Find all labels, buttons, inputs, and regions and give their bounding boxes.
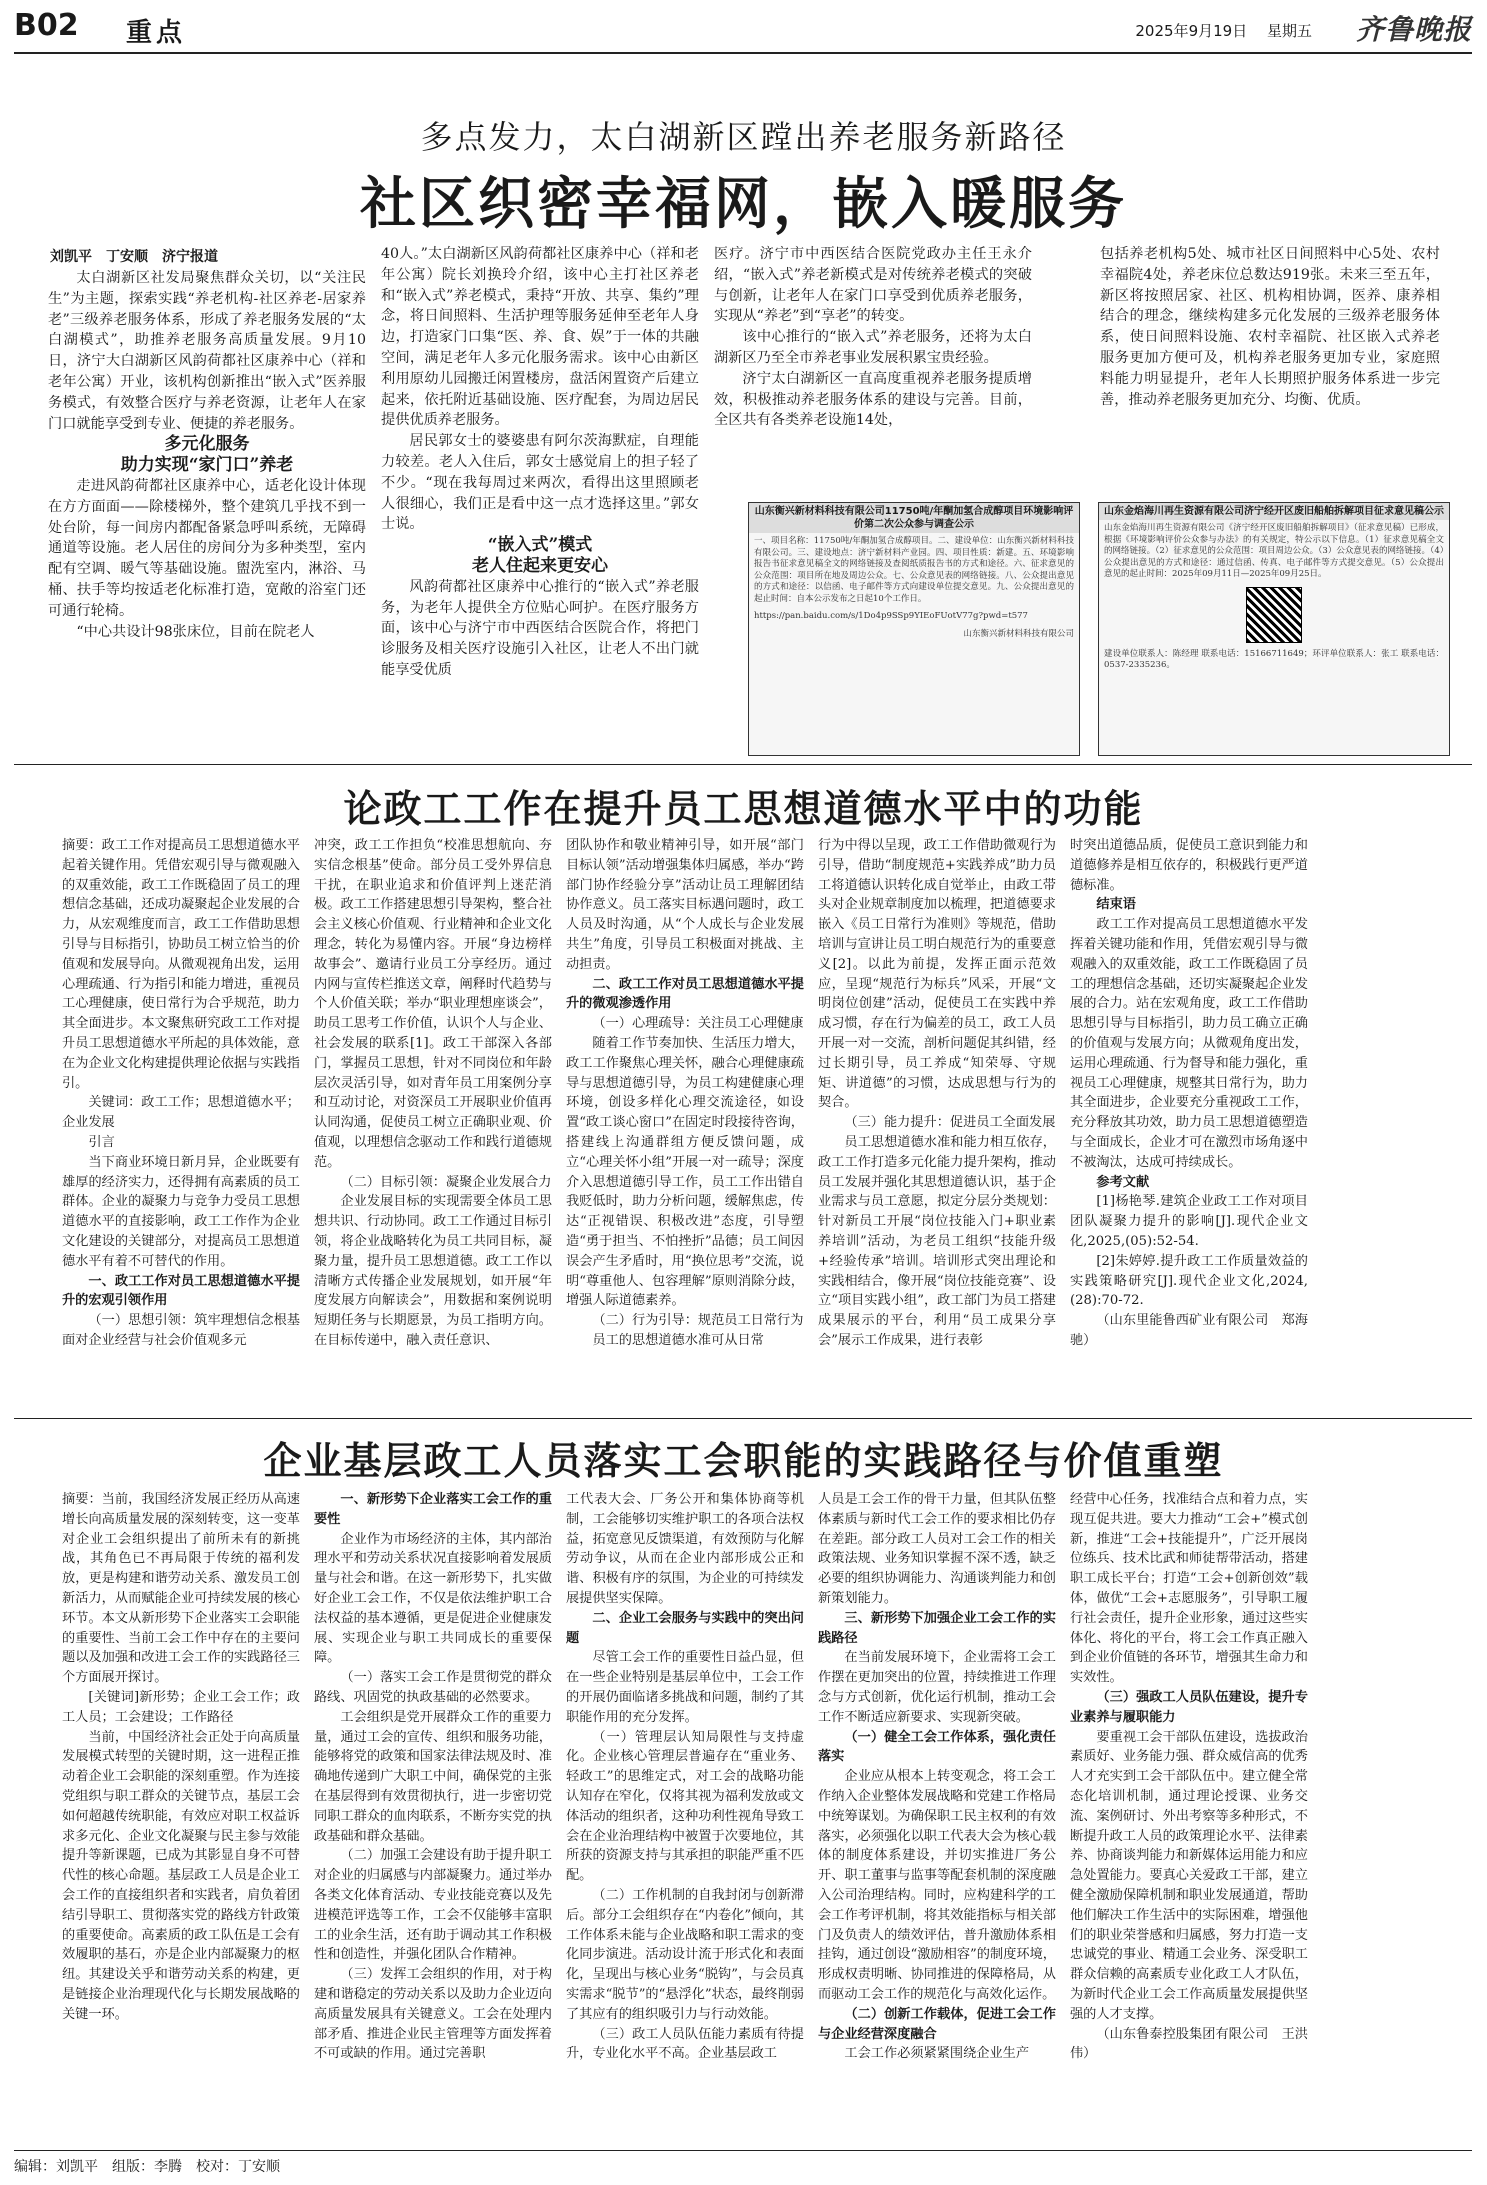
paragraph: 时突出道德品质，促使员工意识到能力和道德修养是相互依存的，积极践行更严道德标准。 xyxy=(1070,838,1308,893)
subheading: （一）健全工会工作体系，强化责任落实 xyxy=(818,1729,1056,1765)
paragraph: （一）思想引领：筑牢理想信念根基面对企业经营与社会价值观多元 xyxy=(62,1313,300,1348)
abstract: 摘要：政工工作对提高员工思想道德水平起着关键作用。凭借宏观引导与微观融入的双重效能，政工工作既稳固了员工的理想信念基础，还成功凝聚起企业发展的合力，从宏观维度而言，政工工作借助思想引导与目标指引，协助员工树立恰当的价值观和发展导向。从微观视角出发，运用心理疏通、行为指引和能力增进，重视员工心理健康，使日常行为合乎规范，助力其全面进步。本文聚焦研究政工工作对提升员工思想道德水平所起的具体效能，意在为企业文化构建提供理论依据与实践指引。 xyxy=(62,838,300,1091)
paragraph: （三）发挥工会组织的作用，对于构建和谐稳定的劳动关系以及助力企业迈向高质量发展具有关键意义。工会在处理内部矛盾、推进企业民主管理等方面发挥着不可或缺的作用。通过完善职 xyxy=(314,1967,552,2062)
masthead xyxy=(14,6,1472,50)
paragraph: 企业应从根本上转变观念，将工会工作纳入企业整体发展战略和党建工作格局中统筹谋划。为确保职工民主权利的有效落实，必须强化以职工代表大会为核心载体的制度体系建设，并切实推进厂务公开、职工董事与监事等配套机制的深度融入公司治理结构。同时，应构建科学的工会工作考评机制，将其效能指标与相关部门及负责人的绩效评估，普升激励体系相挂钩，通过创设“激励相容”的制度环境，形成权责明晰、协同推进的保障格局，从而驱动工会工作的规范化与高效化运作。 xyxy=(818,1769,1056,2002)
subheading: （三）能力提升：促进员工全面发展 xyxy=(844,1115,1056,1131)
dateline xyxy=(1135,20,1312,41)
section-heading: 引言 xyxy=(88,1134,115,1150)
section-heading: 二、政工工作对员工思想道德水平提升的微观渗透作用 xyxy=(566,976,804,1012)
paragraph: （二）工作机制的自我封闭与创新滞后。部分工会组织存在“内卷化”倾向，其工作体系未能与企业战略和职工需求的变化同步演进。活动设计流于形式化和表面化，呈现出与核心业务“脱钩”，与会员真实需求“脱节”的“悬浮化”状态，最终削弱了其应有的组织吸引力与行动效能。 xyxy=(566,1887,804,2022)
article2-column-3 xyxy=(566,836,804,1410)
notice-ad-1 xyxy=(748,502,1080,756)
reference: [2]朱婷婷.提升政工工作质量效益的实践策略研究[J].现代企业文化,2024,(28):70-72. xyxy=(1070,1253,1308,1309)
paragraph: 工会组织是党开展群众工作的重要力量，通过工会的宣传、组织和服务功能，能够将党的政策和国家法律法规及时、准确地传递到广大职工中间，确保党的主张在基层得到有效贯彻执行，进一步密切党同职工群众的血肉联系，不断夯实党的执政基础和群众基础。 xyxy=(314,1709,552,1844)
ad-title: 山东金焰海川再生资源有限公司济宁经开区废旧船舶拆解项目征求意见稿公示 xyxy=(1099,503,1449,520)
keywords: 关键词：政工工作；思想道德水平；企业发展 xyxy=(62,1095,300,1131)
article3-column-3 xyxy=(566,1490,804,2146)
paragraph: （二）加强工会建设有助于提升职工对企业的归属感与内部凝聚力。通过举办各类文化体育活动、专业技能竞赛以及先进模范评选等工作，工会不仅能够丰富职工的业余生活，还有助于调动其工作积极性和创造性，并强化团队合作精神。 xyxy=(314,1848,552,1963)
article3-column-5 xyxy=(1070,1490,1308,2146)
qr-code-icon xyxy=(1246,587,1302,643)
paragraph: 企业发展目标的实现需要全体员工思想共识、行动协同。政工工作通过目标引领，将企业战略转化为员工共同目标，凝聚力量，提升员工思想道德。政工工作以清晰方式传播企业发展规划，如开展“年度发展方向解读会”，用数据和案例说明短期任务与长期愿景，为员工指明方向。在目标传递中，融入责任意识、 xyxy=(314,1194,552,1348)
article1-column-3 xyxy=(714,244,1032,494)
article2-column-4 xyxy=(818,836,1056,1410)
page-footer: 编辑：刘凯平 组版：李腾 校对：丁安顺 xyxy=(14,2159,280,2175)
paragraph: 在当前发展环境下，企业需将工会工作摆在更加突出的位置，持续推进工作理念与方式创新，优化运行机制，推动工会工作不断适应新要求、实现新突破。 xyxy=(818,1650,1056,1725)
paragraph: 济宁太白湖新区一直高度重视养老服务提质增效，积极推动养老服务体系的建设与完善。目前，全区共有各类养老设施14处， xyxy=(714,370,1032,429)
section-heading: 一、新形势下企业落实工会工作的重要性 xyxy=(314,1492,552,1527)
paragraph: 尽管工会工作的重要性日益凸显，但在一些企业特别是基层单位中，工会工作的开展仍面临诸多挑战和问题，制约了其职能作用的充分发挥。 xyxy=(566,1650,804,1725)
subheading: 多元化服务 xyxy=(164,434,250,455)
article2-column-2 xyxy=(314,836,552,1410)
article1-byline: 刘凯平 丁安顺 济宁报道 xyxy=(50,249,218,265)
ad-body: 山东金焰海川再生资源有限公司《济宁经开区废旧船舶拆解项目》（征求意见稿）已形成，根据《环境影响评价公众参与办法》的有关规定，特公示以下信息。（1）征求意见稿全文的网络链接。（2）征求意见的公众范围：项目周边公众。（3）公众意见表的网络链接。（4）公众提出意见的方式和途径：通过信函、传真、电子邮件等方式提交意见。（5）公众提出意见的起止时间：2025年09月11日—2025年09月25日。 xyxy=(1104,523,1444,579)
paragraph: 居民郭女士的婆婆患有阿尔茨海默症，自理能力较差。老人入住后，郭女士感觉肩上的担子轻了不少。“现在我每周过来两次，看得出这里照顾老人很细心，我们正是看中这一点才选择这里。”郭女士说。 xyxy=(381,433,699,533)
subheading: 助力实现“家门口”养老 xyxy=(120,455,294,476)
section-heading: 参考文献 xyxy=(1096,1174,1150,1190)
footer-rule xyxy=(14,2150,1472,2151)
article1-column-4 xyxy=(1100,244,1440,494)
article1-kicker: 多点发力，太白湖新区蹚出养老服务新路径 xyxy=(420,118,1067,156)
ad-footer: 山东衡兴新材料科技有限公司 xyxy=(963,628,1074,639)
ad-body: 一、项目名称：11750吨/年酮加氢合成醇项目。二、建设单位：山东衡兴新材料科技有限公司。三、建设地点：济宁新材料产业园。四、项目性质：新建。五、环境影响报告书征求意见稿全文的网络链接及查阅纸质报告书的方式和途径。六、征求意见的公众范围：项目所在地及周边公众。七、公众意见表的网络链接。八、公众提出意见的方式和途径：以信函、电子邮件等方式向建设单位提交意见。九、公众提出意见的起止时间：自本公示发布之日起10个工作日。 xyxy=(754,536,1074,604)
subheading: 老人住起来更安心 xyxy=(472,555,608,576)
paragraph: 走进风韵荷都社区康养中心，适老化设计体现在方方面面——除楼梯外，整个建筑几乎找不到一处台阶，每一间房内都配备紧急呼叫系统，无障碍通道等设施。老人居住的房间分为多种类型，室内配有空调、暖气等基础设施。盥洗室内，淋浴、马桶、扶手等均按适老化标准打造，宽敞的浴室门还可通行轮椅。 xyxy=(48,477,366,619)
divider xyxy=(14,1418,1472,1419)
subheading: （三）强政工人员队伍建设，提升专业素养与履职能力 xyxy=(1070,1689,1308,1725)
article2-headline: 论政工工作在提升员工思想道德水平中的功能 xyxy=(343,786,1144,831)
keywords: [关键词]新形势；企业工会工作；政工人员；工会建设；工作路径 xyxy=(62,1689,300,1725)
paragraph: 工会工作必须紧紧围绕企业生产 xyxy=(844,2046,1030,2062)
paragraph: 政工工作对提高员工思想道德水平发挥着关键功能和作用，凭借宏观引导与微观融入的双重效能，政工工作既稳固了员工的理想信念基础，还切实凝聚起企业发展的合力。站在宏观角度，政工工作借助思想引导与目标指引，助力员工确立正确的价值观与发展方向；从微观角度出发，运用心理疏通、行为督导和能力强化，重视员工心理健康，规整其日常行为，助力其全面进步，企业要充分重视政工工作，充分释放其功效，助力员工思想道德塑造与全面成长，企业才可在激烈市场角逐中不被淘汰，达成可持续成长。 xyxy=(1070,917,1308,1170)
paragraph: 团队协作和敬业精神引导，如开展“部门目标认领”活动增强集体归属感，举办“跨部门协作经验分享”活动让员工理解团结协作意义。员工落实目标遇问题时，政工人员及时沟通，从“个人成长与企业发展共生”角度，引导员工积极面对挑战、主动担责。 xyxy=(566,838,804,972)
author-affiliation: （山东鲁泰控股集团有限公司 王洪伟） xyxy=(1070,2026,1308,2062)
section-heading: 三、新形势下加强企业工会工作的实践路径 xyxy=(818,1610,1056,1646)
paragraph: 工代表大会、厂务公开和集体协商等机制，工会能够切实维护职工的各项合法权益，拓宽意见反馈渠道，有效预防与化解劳动争议，从而在企业内部形成公正和谐、积极有序的氛围，为企业的可持续发展提供坚实保障。 xyxy=(566,1492,804,1606)
article3-column-4 xyxy=(818,1490,1056,2146)
subheading: （一）落实工会工作是贯彻党的群众路线、巩固党的执政基础的必然要求。 xyxy=(314,1670,552,1705)
article1-column-2 xyxy=(381,244,699,756)
paragraph: 行为中得以呈现，政工工作借助微观行为引导，借助“制度规范+实践养成”助力员工将道德认识转化成自觉举止，由政工带头对企业规章制度加以梳理，把道德要求嵌入《员工日常行为准则》等规范，借助培训与宣讲让员工明白规范行为的重要意义[2]。以此为前提，发挥正面示范效应，呈现“规范行为标兵”风采，开展“文明岗位创建”活动，促使员工在实践中养成习惯，存在行为偏差的员工，政工人员开展一对一交流，剖析问题促其纠错，经过长期引导，员工养成“知荣辱、守规矩、讲道德”的习惯，达成思想与行为的契合。 xyxy=(818,838,1056,1111)
section-name: 重点 xyxy=(126,18,187,48)
ad-link: https://pan.baidu.com/s/1Do4p9SSp9YIEoFUotV77g?pwd=t577 xyxy=(754,611,1028,621)
reference: [1]杨艳琴.建筑企业政工工作对项目团队凝聚力提升的影响[J].现代企业文化,2025,(05):52-54. xyxy=(1070,1194,1308,1249)
paragraph: 风韵荷都社区康养中心推行的“嵌入式”养老服务，为老年人提供全方位贴心呵护。在医疗服务方面，该中心与济宁市中西医结合医院合作，将把门诊服务及相关医疗设施引入社区，让老人不出门就能享受优质 xyxy=(381,578,699,678)
subheading: （二）创新工作载体，促进工会工作与企业经营深度融合 xyxy=(818,2006,1056,2042)
article2-column-5 xyxy=(1070,836,1308,1410)
paragraph: 医疗。济宁市中西医结合医院党政办主任王永介绍，“嵌入式”养老新模式是对传统养老模式的突破与创新，让老年人在家门口享受到优质养老服务，实现从“养老”到“享老”的转变。 xyxy=(714,246,1032,325)
weekday: 星期五 xyxy=(1266,22,1312,40)
divider xyxy=(14,764,1472,765)
masthead-rule xyxy=(14,52,1472,54)
paragraph: 经营中心任务，找准结合点和着力点，实现互促共进。要大力推动“工会+”模式创新，推进“工会+技能提升”，广泛开展岗位练兵、技术比武和师徒帮带活动，搭建职工成长平台；打造“工会+创新创效”载体，做优“工会+志愿服务”，引导职工履行社会责任，提升企业形象，通过这些实体化、将化的平台，将工会工作真正融入到企业价值链的各环节，增强其生命力和实效性。 xyxy=(1070,1492,1308,1686)
paragraph: 当前，中国经济社会正处于向高质量发展模式转型的关键时期，这一进程正推动着企业工会职能的深刻重塑。作为连接党组织与职工群众的关键节点，基层工会如何超越传统职能，有效应对职工权益诉求多元化、企业文化凝聚与民主参与效能提升等新课题，已成为其影显自身不可替代性的核心命题。基层政工人员是企业工会工作的直接组织者和实践者，肩负着团结引导职工、贯彻落实党的路线方针政策的重要使命。高素质的政工队伍是工会有效履职的基石，亦是企业内部凝聚力的枢纽。其建设关乎和谐劳动关系的构建，更是链接企业治理现代化与长期发展战略的关键一环。 xyxy=(62,1729,300,2022)
section-heading: 二、企业工会服务与实践中的突出问题 xyxy=(566,1610,804,1646)
subheading: “嵌入式”模式 xyxy=(487,535,593,556)
paragraph: 该中心推行的“嵌入式”养老服务，还将为太白湖新区乃至全市养老事业发展积累宝贵经验。 xyxy=(714,329,1032,366)
paragraph: 随着工作节奏加快、生活压力增大，政工工作聚焦心理关怀，融合心理健康疏导与思想道德引导，为员工构建健康心理环境，创设多样化心理交流途径，如设置“政工谈心窗口”在固定时段接待咨询，搭建线上沟通群组方便反馈问题，成立“心理关怀小组”开展一对一疏导；深度介入思想道德引导工作，员工工作出错自我贬低时，助力分析问题，缓解焦虑，传达“正视错误、积极改进”态度，引导塑造“勇于担当、不怕挫折”品德；员工间因误会产生矛盾时，用“换位思考”交流，说明“尊重他人、包容理解”原则消除分歧，增强人际道德素养。 xyxy=(566,1035,804,1309)
paragraph: 太白湖新区社发局聚焦群众关切，以“关注民生”为主题，探索实践“养老机构-社区养老-居家养老”三级养老服务体系，形成了养老服务发展的“太白湖模式”，助推养老服务高质量发展。9月10日，济宁大白湖新区风韵荷都社区康养中心（祥和老年公寓）开业，该机构创新推出“嵌入式”医养服务模式，有效整合医疗与养老资源，让老年人在家门口就能享受到专业、便捷的养老服务。 xyxy=(48,270,366,432)
abstract: 摘要：当前，我国经济发展正经历从高速增长向高质量发展的深刻转变，这一变革对企业工会组织提出了前所未有的新挑战，其角色已不再局限于传统的福利发放，更是构建和谐劳动关系、激发员工创新活力，从而赋能企业可持续发展的核心环节。本文从新形势下企业落实工会职能的重要性、当前工会工作中存在的主要问题以及加强和改进工会工作的实践路径三个方面展开探讨。 xyxy=(62,1492,300,1686)
paragraph: 冲突，政工工作担负“校准思想航向、夯实信念根基”使命。部分员工受外界信息干扰，在职业追求和价值评判上迷茫消极。政工工作搭建思想引导架构，整合社会主义核心价值观、行业精神和企业文化理念，转化为易懂内容。开展“身边榜样故事会”、邀请行业员工分享经历。通过内网与宣传栏推送文章，阐释时代趋势与个人价值关联；举办“职业理想座谈会”，助员工思考工作价值，认识个人与企业、社会发展的联系[1]。政工干部深入各部门，掌握员工思想，针对不同岗位和年龄层次灵活引导，如对青年员工用案例分享和互动讨论，对资深员工开展职业价值再认同沟通，促使员工树立正确职业观、价值观，以理想信念驱动工作和践行道德规范。 xyxy=(314,838,552,1170)
paragraph: 员工的思想道德水准可从日常 xyxy=(592,1332,764,1348)
subheading: （二）目标引领：凝聚企业发展合力 xyxy=(340,1174,552,1190)
paragraph: 员工思想道德水准和能力相互依存，政工工作打造多元化能力提升架构，推动员工发展并强化其思想道德认识，基于企业需求与员工意愿，拟定分层分类规划：针对新员工开展“岗位技能入门+职业素养培训”活动，为老员工组织“技能升级+经验传承”培训。培训形式突出理论和实践相结合，像开展“岗位技能竞赛”、设立“项目实践小组”，政工部门为员工搭建成果展示的平台，利用“员工成果分享会”展示工作成果，进行表彰 xyxy=(818,1134,1056,1348)
date: 2025年9月19日 xyxy=(1135,22,1248,40)
section-heading: 一、政工工作对员工思想道德水平提升的宏观引领作用 xyxy=(62,1273,300,1309)
ad-title: 山东衡兴新材料科技有限公司11750吨/年酮加氢合成醇项目环境影响评价第二次公众参与调查公示 xyxy=(749,503,1079,533)
notice-ad-2 xyxy=(1098,502,1450,756)
article2-column-1 xyxy=(62,836,300,1410)
section-heading: 结束语 xyxy=(1096,897,1136,913)
paragraph: （一）管理层认知局限性与支持虚化。企业核心管理层普遍存在“重业务、轻政工”的思维定式，对工会的战略功能认知存在窄化，仅将其视为福利发放或文体活动的组织者，这种功利性视角导致工会在企业治理结构中被置于次要地位，其所获的资源支持与其承担的职能严重不匹配。 xyxy=(566,1729,804,1884)
paragraph: （三）政工人员队伍能力素质有待提升，专业化水平不高。企业基层政工 xyxy=(566,2026,804,2062)
author-affiliation: （山东里能鲁西矿业有限公司 郑海驰） xyxy=(1070,1313,1308,1348)
article3-column-1 xyxy=(62,1490,300,2146)
paragraph: “中心共设计98张床位，目前在院老人 xyxy=(76,623,315,640)
article1-headline: 社区织密幸福网，嵌入暖服务 xyxy=(360,171,1127,237)
article1-column-1 xyxy=(48,268,366,756)
paragraph: 要重视工会干部队伍建设，选拔政治素质好、业务能力强、群众威信高的优秀人才充实到工会干部队伍中。建立健全常态化培训机制，通过理论授课、业务交流、案例研讨、外出考察等多种形式，不断提升政工人员的政策理论水平、法律素养、协商谈判能力和新媒体运用能力和应急处置能力。要真心关爱政工干部，建立健全激励保障机制和职业发展通道，帮助他们解决工作生活中的实际困难，增强他们的职业荣誉感和归属感，努力打造一支忠诚党的事业、精通工会业务、深受职工群众信赖的高素质专业化政工人才队伍，为新时代企业工会工作高质量发展提供坚强的人才支撑。 xyxy=(1070,1729,1308,2022)
subheading: （二）行为引导：规范员工日常行为 xyxy=(592,1313,804,1329)
page-number: B02 xyxy=(14,8,79,43)
newspaper-logo: 齐鲁晚报 xyxy=(1355,13,1472,46)
paragraph: 包括养老机构5处、城市社区日间照料中心5处、农村幸福院4处，养老床位总数达919张。未来三至五年，新区将按照居家、社区、机构相协调，医养、康养相结合的理念，继续构建多元化发展的三级养老服务体系，使日间照料设施、农村幸福院、社区嵌入式养老服务更加方便可及，机构养老服务更加专业，家庭照料能力明显提升，老年人长期照护服务体系进一步完善，推动养老服务更加充分、均衡、优质。 xyxy=(1100,246,1440,408)
article3-column-2 xyxy=(314,1490,552,2146)
paragraph: 40人。”太白湖新区风韵荷都社区康养中心（祥和老年公寓）院长刘换玲介绍，该中心主打社区养老和“嵌入式”养老模式，秉持“开放、共享、集约”理念，将日间照料、生活护理等服务延伸至老年人身边，打造家门口集“医、养、食、娱”于一体的共融空间，满足老年人多元化服务需求。该中心由新区利用原幼儿园搬迁闲置楼房，盘活闲置资产后建立起来，依托附近基础设施、医疗配套，为周边居民提供优质养老服务。 xyxy=(381,246,699,429)
paragraph: 当下商业环境日新月异，企业既要有雄厚的经济实力，还得拥有高素质的员工群体。企业的凝聚力与竞争力受员工思想道德水平的直接影响，政工工作作为企业文化建设的关键部分，对提高员工思想道德水平有着不可替代的作用。 xyxy=(62,1154,300,1269)
ad-contact: 建设单位联系人：陈经理 联系电话：15166711649；环评单位联系人：张工 联系电话：0537-2335236。 xyxy=(1104,648,1444,670)
paragraph: 人员是工会工作的骨干力量，但其队伍整体素质与新时代工会工作的要求相比仍存在差距。部分政工人员对工会工作的相关政策法规、业务知识掌握不深不透，缺乏必要的组织协调能力、沟通谈判能力和创新策划能力。 xyxy=(818,1492,1056,1606)
subheading: （一）心理疏导：关注员工心理健康 xyxy=(592,1016,804,1032)
article3-headline: 企业基层政工人员落实工会职能的实践路径与价值重塑 xyxy=(263,1438,1224,1483)
paragraph: 企业作为市场经济的主体，其内部治理水平和劳动关系状况直接影响着发展质量与社会和谐。在这一新形势下，扎实做好企业工会工作，不仅是依法维护职工合法权益的基本遵循，更是促进企业健康发展、实现企业与职工共同成长的重要保障。 xyxy=(314,1531,552,1666)
